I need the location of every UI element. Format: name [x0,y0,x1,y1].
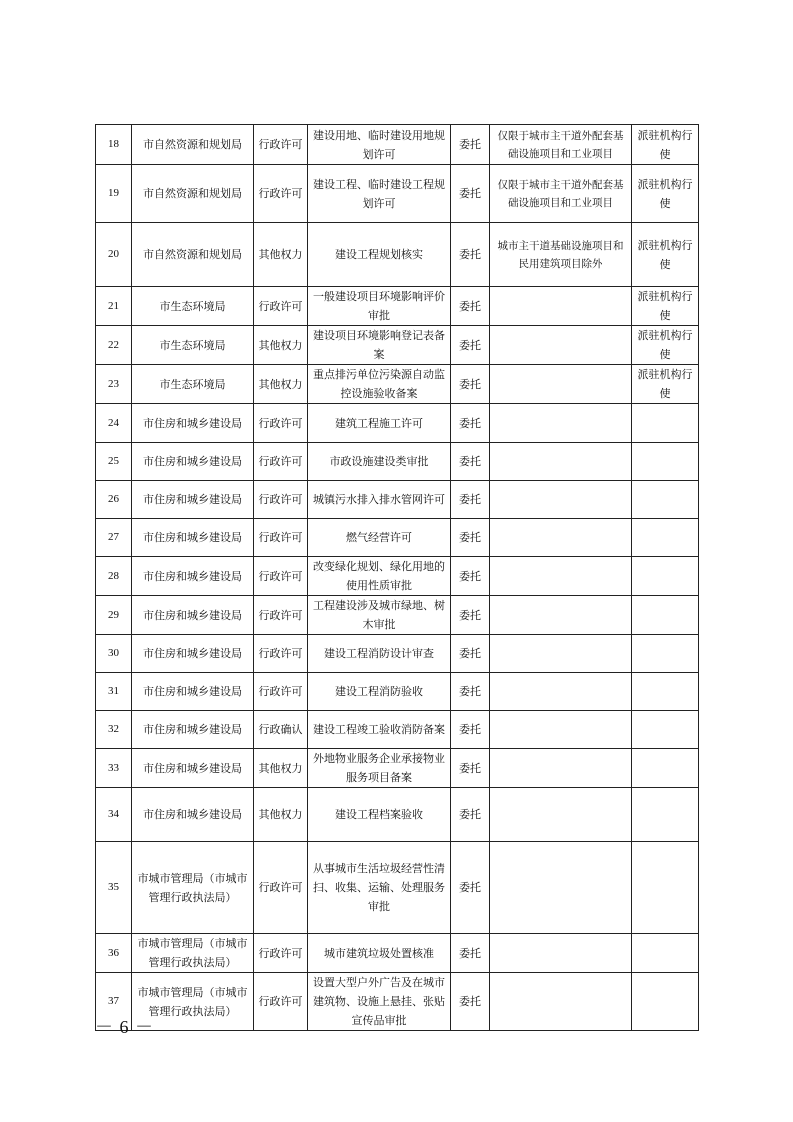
scope-cell [490,842,632,934]
power-item-cell: 改变绿化规划、绿化用地的使用性质审批 [308,557,451,596]
delegation-mode-cell: 委托 [451,673,490,711]
remark-cell: 派驻机构行使 [632,365,699,404]
seq-cell: 23 [96,365,132,404]
power-item-cell: 城镇污水排入排水管网许可 [308,481,451,519]
remark-cell [632,749,699,788]
remark-cell: 派驻机构行使 [632,326,699,365]
remark-cell [632,788,699,842]
seq-cell: 28 [96,557,132,596]
power-item-cell: 工程建设涉及城市绿地、树木审批 [308,596,451,635]
table-row [96,557,699,596]
scope-cell [490,788,632,842]
power-item-cell: 建设工程、临时建设工程规划许可 [308,165,451,223]
delegation-mode-cell: 委托 [451,223,490,287]
department-cell: 市住房和城乡建设局 [132,519,254,557]
department-cell: 市城市管理局（市城市管理行政执法局） [132,973,254,1031]
remark-cell [632,635,699,673]
department-cell: 市住房和城乡建设局 [132,481,254,519]
table-body [96,125,699,1031]
delegation-mode-cell: 委托 [451,842,490,934]
seq-cell: 32 [96,711,132,749]
table-row [96,519,699,557]
scope-cell [490,973,632,1031]
seq-cell: 33 [96,749,132,788]
seq-cell: 25 [96,443,132,481]
department-cell: 市住房和城乡建设局 [132,711,254,749]
remark-cell: 派驻机构行使 [632,223,699,287]
remark-cell [632,404,699,443]
power-type-cell: 行政许可 [254,934,308,973]
department-cell: 市住房和城乡建设局 [132,443,254,481]
seq-cell: 29 [96,596,132,635]
delegation-mode-cell: 委托 [451,125,490,165]
department-cell: 市生态环境局 [132,326,254,365]
power-type-cell: 行政许可 [254,842,308,934]
power-item-cell: 外地物业服务企业承接物业服务项目备案 [308,749,451,788]
scope-cell [490,365,632,404]
department-cell: 市生态环境局 [132,365,254,404]
delegation-mode-cell: 委托 [451,788,490,842]
remark-cell [632,673,699,711]
remark-cell [632,711,699,749]
department-cell: 市城市管理局（市城市管理行政执法局） [132,842,254,934]
remark-cell: 派驻机构行使 [632,287,699,326]
remark-cell [632,519,699,557]
table-row [96,749,699,788]
power-item-cell: 建筑工程施工许可 [308,404,451,443]
delegation-mode-cell: 委托 [451,165,490,223]
power-type-cell: 行政许可 [254,635,308,673]
scope-cell [490,287,632,326]
power-type-cell: 其他权力 [254,365,308,404]
power-item-cell: 建设工程规划核实 [308,223,451,287]
seq-cell: 20 [96,223,132,287]
seq-cell: 18 [96,125,132,165]
seq-cell: 27 [96,519,132,557]
remark-cell [632,934,699,973]
power-type-cell: 行政许可 [254,165,308,223]
delegation-mode-cell: 委托 [451,635,490,673]
table-row [96,165,699,223]
scope-cell: 城市主干道基础设施项目和民用建筑项目除外 [490,223,632,287]
scope-cell [490,596,632,635]
seq-cell: 21 [96,287,132,326]
seq-cell: 31 [96,673,132,711]
seq-cell: 26 [96,481,132,519]
seq-cell: 22 [96,326,132,365]
power-type-cell: 行政许可 [254,287,308,326]
seq-cell: 24 [96,404,132,443]
scope-cell [490,934,632,973]
delegation-mode-cell: 委托 [451,519,490,557]
delegation-mode-cell: 委托 [451,326,490,365]
department-cell: 市自然资源和规划局 [132,223,254,287]
scope-cell [490,635,632,673]
power-item-cell: 设置大型户外广告及在城市建筑物、设施上悬挂、张贴宣传品审批 [308,973,451,1031]
department-cell: 市住房和城乡建设局 [132,788,254,842]
power-item-cell: 建设项目环境影响登记表备案 [308,326,451,365]
power-item-cell: 建设用地、临时建设用地规划许可 [308,125,451,165]
power-item-cell: 从事城市生活垃圾经营性清扫、收集、运输、处理服务审批 [308,842,451,934]
power-type-cell: 行政确认 [254,711,308,749]
power-type-cell: 行政许可 [254,481,308,519]
table-row [96,125,699,165]
table-row [96,788,699,842]
department-cell: 市住房和城乡建设局 [132,404,254,443]
table-row [96,596,699,635]
scope-cell [490,404,632,443]
table-row [96,404,699,443]
department-cell: 市自然资源和规划局 [132,165,254,223]
department-cell: 市住房和城乡建设局 [132,557,254,596]
power-item-cell: 建设工程消防验收 [308,673,451,711]
power-type-cell: 行政许可 [254,557,308,596]
power-list-table [95,124,699,1031]
delegation-mode-cell: 委托 [451,596,490,635]
power-type-cell: 其他权力 [254,326,308,365]
power-item-cell: 建设工程档案验收 [308,788,451,842]
power-item-cell: 重点排污单位污染源自动监控设施验收备案 [308,365,451,404]
seq-cell: 34 [96,788,132,842]
delegation-mode-cell: 委托 [451,934,490,973]
department-cell: 市城市管理局（市城市管理行政执法局） [132,934,254,973]
remark-cell [632,443,699,481]
table-row [96,842,699,934]
remark-cell: 派驻机构行使 [632,125,699,165]
delegation-mode-cell: 委托 [451,711,490,749]
scope-cell: 仅限于城市主干道外配套基础设施项目和工业项目 [490,125,632,165]
scope-cell [490,481,632,519]
power-item-cell: 城市建筑垃圾处置核准 [308,934,451,973]
power-type-cell: 行政许可 [254,673,308,711]
seq-cell: 37 [96,973,132,1031]
power-type-cell: 其他权力 [254,749,308,788]
table-row [96,481,699,519]
table-row [96,973,699,1031]
power-item-cell: 一般建设项目环境影响评价审批 [308,287,451,326]
table-row [96,443,699,481]
table-row [96,223,699,287]
department-cell: 市住房和城乡建设局 [132,596,254,635]
delegation-mode-cell: 委托 [451,365,490,404]
scope-cell [490,557,632,596]
power-type-cell: 行政许可 [254,125,308,165]
scope-cell [490,749,632,788]
table-row [96,711,699,749]
remark-cell [632,973,699,1031]
power-type-cell: 行政许可 [254,596,308,635]
scope-cell [490,443,632,481]
table-row [96,287,699,326]
power-type-cell: 行政许可 [254,519,308,557]
scope-cell [490,711,632,749]
power-type-cell: 其他权力 [254,788,308,842]
remark-cell [632,481,699,519]
scope-cell [490,519,632,557]
delegation-mode-cell: 委托 [451,404,490,443]
seq-cell: 35 [96,842,132,934]
power-item-cell: 建设工程消防设计审查 [308,635,451,673]
delegation-mode-cell: 委托 [451,557,490,596]
scope-cell: 仅限于城市主干道外配套基础设施项目和工业项目 [490,165,632,223]
department-cell: 市住房和城乡建设局 [132,673,254,711]
scope-cell [490,326,632,365]
delegation-mode-cell: 委托 [451,749,490,788]
power-type-cell: 行政许可 [254,973,308,1031]
table-row [96,934,699,973]
power-type-cell: 行政许可 [254,404,308,443]
delegation-mode-cell: 委托 [451,481,490,519]
seq-cell: 30 [96,635,132,673]
remark-cell [632,557,699,596]
power-item-cell: 燃气经营许可 [308,519,451,557]
seq-cell: 36 [96,934,132,973]
department-cell: 市自然资源和规划局 [132,125,254,165]
delegation-mode-cell: 委托 [451,973,490,1031]
department-cell: 市住房和城乡建设局 [132,635,254,673]
remark-cell: 派驻机构行使 [632,165,699,223]
department-cell: 市住房和城乡建设局 [132,749,254,788]
table-row [96,365,699,404]
table-row [96,326,699,365]
power-type-cell: 其他权力 [254,223,308,287]
delegation-mode-cell: 委托 [451,287,490,326]
scope-cell [490,673,632,711]
remark-cell [632,596,699,635]
power-item-cell: 市政设施建设类审批 [308,443,451,481]
remark-cell [632,842,699,934]
power-type-cell: 行政许可 [254,443,308,481]
power-item-cell: 建设工程竣工验收消防备案 [308,711,451,749]
delegation-mode-cell: 委托 [451,443,490,481]
seq-cell: 19 [96,165,132,223]
department-cell: 市生态环境局 [132,287,254,326]
page-number: － 6 － [95,1017,154,1037]
table-row [96,635,699,673]
table-row [96,673,699,711]
